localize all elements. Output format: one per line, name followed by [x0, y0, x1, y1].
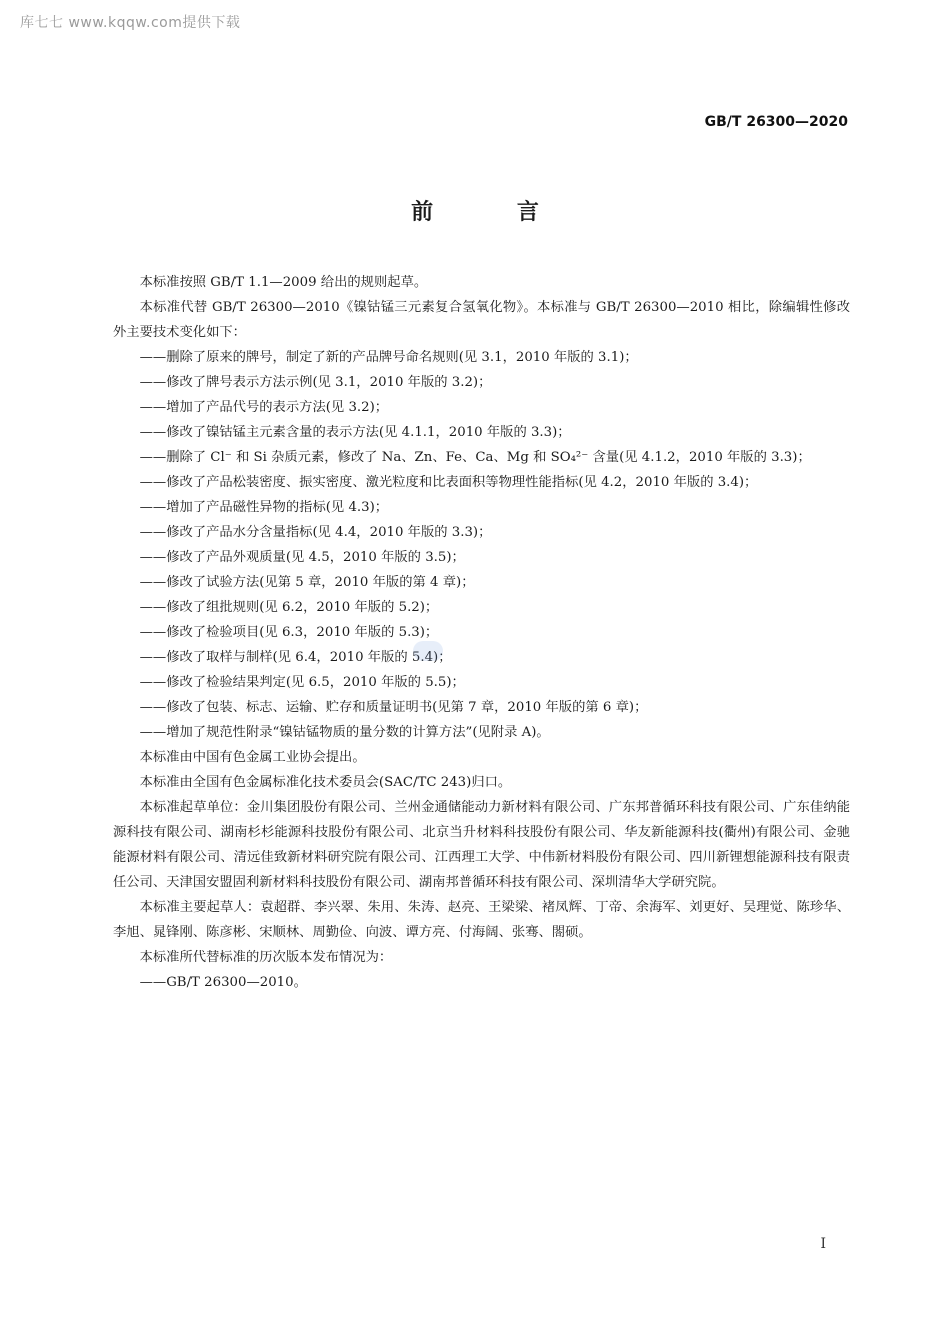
- list-item: ——修改了取样与制样(见 6.4，2010 年版的 5.4)；: [139, 650, 452, 665]
- page-number: I: [820, 1236, 826, 1252]
- paragraph: 本标准起草单位：金川集团股份有限公司、兰州金通储能动力新材料有限公司、广东邦普循环科技有限公司、广东佳纳能源科技有限公司、湖南杉杉能源科技股份有限公司、北京当升材料科技股份有限公司、华友新能源科技(衢州)有限公司、金驰能源材料有限公司、清远佳致新材料研究院有限公司、江西理工大学、中伟新材料股份有限公司、四川新锂想能源科技有限责任公司、天津国安盟固利新材料科技股份有限公司、湖南邦普循环科技有限公司、深圳清华大学研究院。: [113, 800, 850, 890]
- list-item: ——修改了检验结果判定(见 6.5，2010 年版的 5.5)；: [139, 675, 465, 690]
- list-item: ——修改了产品松装密度、振实密度、激光粒度和比表面积等物理性能指标(见 4.2，2010 年版的 3.4)；: [139, 475, 758, 490]
- paragraph: 本标准按照 GB/T 1.1—2009 给出的规则起草。: [139, 275, 428, 290]
- paragraph: 本标准所代替标准的历次版本发布情况为：: [139, 950, 393, 965]
- list-item: ——增加了产品代号的表示方法(见 3.2)；: [139, 400, 389, 415]
- paragraph: 本标准代替 GB/T 26300—2010《镍钴锰三元素复合氢氧化物》。本标准与 GB/T 26300—2010 相比，除编辑性修改外主要技术变化如下：: [113, 300, 850, 340]
- paragraph: 本标准由中国有色金属工业协会提出。: [139, 750, 366, 765]
- list-item: ——修改了产品水分含量指标(见 4.4，2010 年版的 3.3)；: [139, 525, 492, 540]
- list-item: ——删除了 Cl⁻ 和 Si 杂质元素，修改了 Na、Zn、Fe、Ca、Mg 和 SO₄²⁻ 含量(见 4.1.2，2010 年版的 3.3)；: [139, 450, 811, 465]
- paragraph: 本标准主要起草人：袁超群、李兴翠、朱用、朱涛、赵亮、王梁梁、褚凤辉、丁帝、余海军、刘更好、吴理觉、陈珍华、李旭、晁锋刚、陈彦彬、宋顺林、周勤俭、向波、谭方亮、付海阔、张骞、閤硕。: [113, 900, 850, 940]
- list-item: ——GB/T 26300—2010。: [139, 975, 307, 990]
- list-item: ——修改了产品外观质量(见 4.5，2010 年版的 3.5)；: [139, 550, 465, 565]
- document-body: [113, 270, 850, 995]
- stamp-mark: [413, 641, 443, 661]
- list-item: ——修改了组批规则(见 6.2，2010 年版的 5.2)；: [139, 600, 439, 615]
- list-item: ——删除了原来的牌号，制定了新的产品牌号命名规则(见 3.1，2010 年版的 3.1)；: [139, 350, 638, 365]
- list-item: ——修改了包装、标志、运输、贮存和质量证明书(见第 7 章，2010 年版的第 6 章)；: [139, 700, 648, 715]
- page-title: 前 言: [411, 200, 577, 225]
- standard-code: GB/T 26300—2020: [704, 114, 848, 130]
- list-item: ——修改了牌号表示方法示例(见 3.1，2010 年版的 3.2)；: [139, 375, 492, 390]
- list-item: ——增加了规范性附录“镍钴锰物质的量分数的计算方法”(见附录 A)。: [139, 725, 550, 740]
- list-item: ——修改了镍钴锰主元素含量的表示方法(见 4.1.1，2010 年版的 3.3)；: [139, 425, 571, 440]
- list-item: ——修改了检验项目(见 6.3，2010 年版的 5.3)；: [139, 625, 439, 640]
- paragraph: 本标准由全国有色金属标准化技术委员会(SAC/TC 243)归口。: [139, 775, 512, 790]
- list-item: ——修改了试验方法(见第 5 章，2010 年版的第 4 章)；: [139, 575, 475, 590]
- list-item: ——增加了产品磁性异物的指标(见 4.3)；: [139, 500, 389, 515]
- watermark-text: 库七七 www.kqqw.com提供下载: [20, 15, 241, 31]
